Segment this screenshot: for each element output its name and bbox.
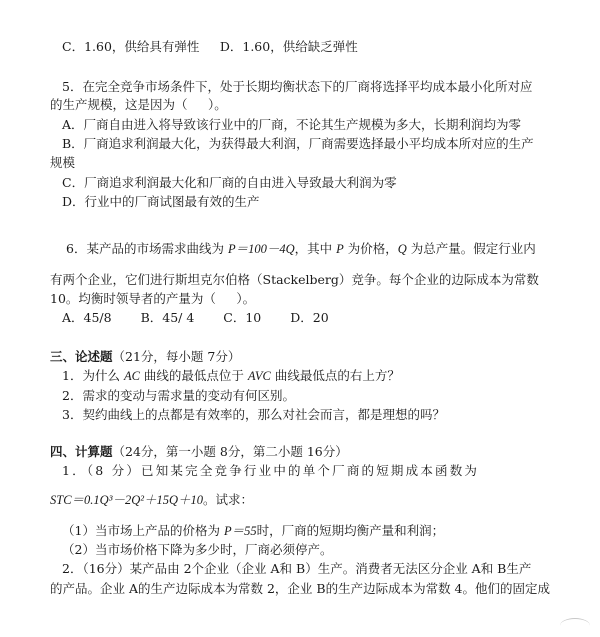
question-6-stem-line-2: 有两个企业，它们进行斯坦克尔伯格（Stackelberg）竞争。每个企业的边际成本为常数 [50,272,539,287]
section-4-q1-formula: STC＝0.1Q³－2Q²＋15Q＋10 [50,493,203,507]
question-5-option-d: D．行业中的厂商试图最有效的生产 [62,194,260,209]
section-4-question-1-line-2 [50,491,253,509]
section-3-q1-mid: 曲线的最低点位于 [139,368,248,383]
section-3-question-3: 3．契约曲线上的点都是有效率的，那么对社会而言，都是理想的吗？ [62,407,445,422]
section-4-question-2-line-2: 的产品。企业 A的生产边际成本为常数 2，企业 B的生产边际成本为常数 4。他们的固定成 [50,581,551,596]
section-4-q1-ask: 。试求： [203,492,254,507]
page-curl-decoration [560,618,590,633]
section-4-q1-sub-2: （2）当市场价格下降为多少时，厂商必须停产。 [62,542,333,557]
question-5-stem-line-1: 5．在完全竞争市场条件下，处于长期均衡状态下的厂商将选择平均成本最小化所对应 [62,79,533,94]
question-6-var-p: P [336,242,344,256]
question-5-option-b-line-2: 规模 [50,155,76,170]
question-6-stem-mid-2: 为价格， [343,241,398,256]
question-6-var-q: Q [397,242,407,256]
section-4-q1-sub-1-post: 时，厂商的短期均衡产量和利润； [256,523,445,538]
question-5-option-a: A．厂商自由进入将导致该行业中的厂商，不论其生产规模为多大，长期利润均为零 [62,117,522,132]
section-3-title: 三、论述题 [50,349,113,364]
section-3-heading [50,348,240,366]
question-6-stem-mid-1: ，其中 [294,241,337,256]
section-4-q1-sub-1 [62,522,444,540]
question-4-options-cd: C．1.60，供给具有弹性 D．1.60，供给缺乏弹性 [62,39,358,54]
question-5-stem-line-2: 的生产规模，这是因为（ ）。 [50,97,227,112]
question-5-option-c: C．厂商追求利润最大化和厂商的自由进入导致最大利润为零 [62,175,397,190]
section-4-note: （24分，第一小题 8分，第二小题 16分） [112,444,348,459]
section-4-question-1-line-1: 1．（8 分）已知某完全竞争行业中的单个厂商的短期成本函数为 [62,463,480,478]
section-4-q1-sub-1-pre: （1）当市场上产品的价格为 [62,523,224,538]
section-4-title: 四、计算题 [50,444,113,459]
question-6-stem-pre: 6．某产品的市场需求曲线为 [66,241,228,256]
question-6-formula: P＝100－4Q [227,242,295,256]
question-6-options: A．45/8 B．45/ 4 C．10 D．20 [62,310,329,325]
section-3-note: （21分，每小题 7分） [112,349,241,364]
section-3-q1-pre: 1．为什么 [62,368,124,383]
section-3-q1-post: 曲线最低点的右上方？ [270,368,400,383]
question-6-stem-line-3: 10。均衡时领导者的产量为（ ）。 [50,291,256,306]
section-4-q1-sub-1-formula: P＝55 [223,524,257,538]
section-4-heading [50,443,348,461]
section-3-q1-avc: AVC [247,369,271,383]
question-5-option-b-line-1: B．厂商追求利润最大化，为获得最大利润，厂商需要选择最小平均成本所对应的生产 [62,136,534,151]
section-3-question-2: 2．需求的变动与需求量的变动有何区别。 [62,388,295,403]
question-6-stem-line-1 [66,240,536,258]
section-3-question-1 [62,367,400,385]
question-6-stem-post: 为总产量。假定行业内 [406,241,536,256]
section-4-question-2-line-1: 2．（16分）某产品由 2个企业（企业 A和 B）生产。消费者无法区分企业 A和 B生产 [62,561,532,576]
section-3-q1-ac: AC [123,369,140,383]
